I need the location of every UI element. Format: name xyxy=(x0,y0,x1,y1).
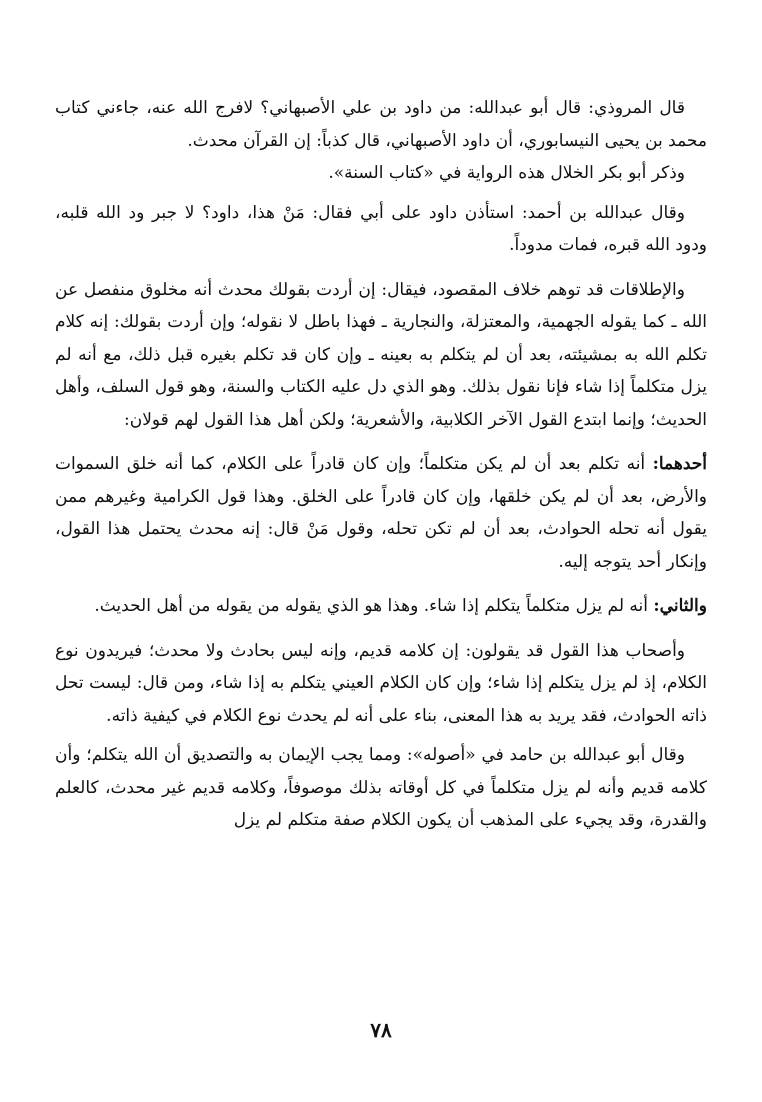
first-view-lead: أحدهما: xyxy=(652,454,707,474)
page-body xyxy=(55,92,707,837)
second-view-text: أنه لم يزل متكلماً يتكلم إذا شاء. وهذا هو الذي يقوله من يقوله من أهل الحديث. xyxy=(94,596,654,616)
paragraph-abdullah-ibn-ahmad: وقال عبدالله بن أحمد: استأذن داود على أبي فقال: مَنْ هذا، داود؟ لا جبر ود الله قلبه، ودود الله قبره، فمات مدوداً. xyxy=(55,202,707,255)
second-view-lead: والثاني: xyxy=(653,596,707,616)
paragraph-khallal: وذكر أبو بكر الخلال هذه الرواية في «كتاب السنة». xyxy=(328,163,685,183)
paragraph-first-view xyxy=(55,448,707,578)
paragraph-ashab: وأصحاب هذا القول قد يقولون: إن كلامه قديم، وإنه ليس بحادث ولا محدث؛ فيريدون نوع الكلام، إذ لم يزل يتكلم إذا شاء؛ وإن كان الكلام العيني يتكلم به إذا شاء، ومن قال: ليست تحل ذاته الحوادث، فقد يريد به هذا المعنى، بناء على أنه لم يحدث نوع الكلام في كيفية ذاته. xyxy=(55,640,707,726)
page-number: ٧٨ xyxy=(370,1018,392,1042)
first-view-text: أنه تكلم بعد أن لم يكن متكلماً؛ وإن كان قادراً على الكلام، كما أنه خلق السموات والأرض، بعد أن لم يكن خلقها، وإن كان قادراً على الخلق. وهذا قول الكرامية وغيرهم ممن يقول أنه تحله الحوادث، بعد أن لم تكن تحله، وقول مَنْ قال: إنه محدث يحتمل هذا القول، وإنكار أحد يتوجه إليه. xyxy=(55,454,707,572)
paragraph-itlaqat: والإطلاقات قد توهم خلاف المقصود، فيقال: إن أردت بقولك محدث أنه مخلوق منفصل عن الله ـ كما يقوله الجهمية، والمعتزلة، والنجارية ـ فهذا باطل لا نقوله؛ وإن أردت بقولك: إنه كلام تكلم الله به بمشيئته، بعد أن لم يتكلم به بعينه ـ وإن كان قد تكلم بغيره قبل ذلك، مع أنه لم يزل متكلماً إذا شاء فإنا نقول بذلك. وهو الذي دل عليه الكتاب والسنة، وهو قول السلف، وأهل الحديث؛ وإنما ابتدع القول الآخر الكلابية، والأشعرية؛ ولكن أهل هذا القول لهم قولان: xyxy=(55,279,707,430)
paragraph-ibn-hamid: وقال أبو عبدالله بن حامد في «أصوله»: ومما يجب الإيمان به والتصديق أن الله يتكلم؛ وأن كلامه قديم وأنه لم يزل متكلماً في كل أوقاته بذلك موصوفاً، وكلامه قديم غير محدث، كالعلم والقدرة، وقد يجيء على المذهب أن يكون الكلام صفة متكلم لم يزل xyxy=(55,745,707,830)
paragraph-second-view xyxy=(55,590,707,623)
paragraph-marwazi: قال المروذي: قال أبو عبدالله: من داود بن علي الأصبهاني؟ لافرج الله عنه، جاءني كتاب محمد بن يحيى النيسابوري، أن داود الأصبهاني، قال كذباً: إن القرآن محدث. xyxy=(55,98,707,151)
